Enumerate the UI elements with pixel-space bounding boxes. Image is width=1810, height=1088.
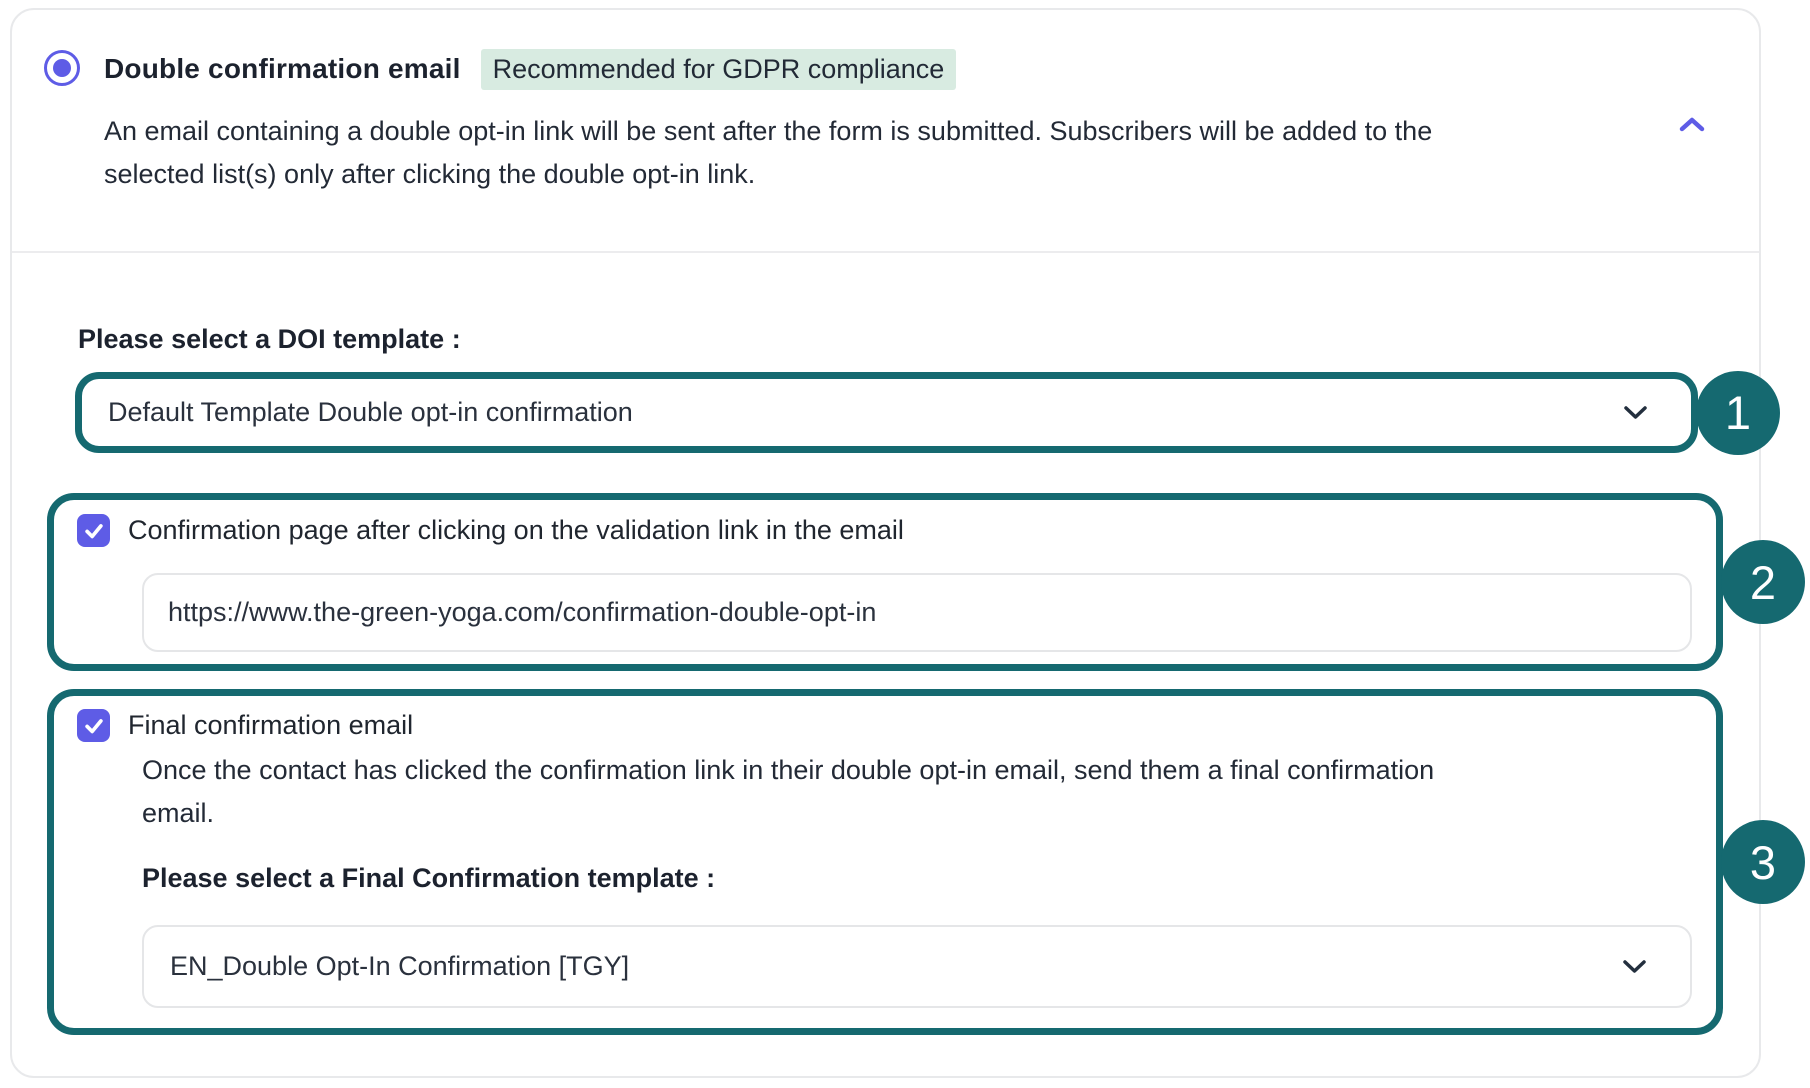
final-template-selected-value: EN_Double Opt-In Confirmation [TGY]: [170, 951, 630, 981]
collapse-section-button[interactable]: [1675, 112, 1709, 138]
final-template-select-wrap: [142, 925, 1692, 1008]
final-template-label: Please select a Final Confirmation template :: [142, 863, 716, 893]
annotated-region-confirmation-page: [47, 493, 1777, 671]
radio-option-label: Double confirmation email: [104, 53, 461, 84]
doi-template-selected-value: Default Template Double opt-in confirmation: [108, 397, 633, 427]
radio-selected-dot: [53, 59, 71, 77]
final-confirmation-checkbox-label[interactable]: Final confirmation email: [128, 710, 414, 740]
confirmation-url-input[interactable]: [142, 573, 1692, 652]
settings-card: [10, 8, 1777, 1078]
confirmation-page-check-row: [77, 514, 904, 547]
chevron-down-icon: [1622, 404, 1649, 421]
checkmark-icon: [83, 715, 105, 737]
final-template-select[interactable]: [144, 927, 1690, 1006]
checkmark-icon: [83, 520, 105, 542]
confirmation-page-checkbox-label[interactable]: Confirmation page after clicking on the validation link in the email: [128, 515, 904, 545]
section-divider: [12, 251, 1759, 253]
double-confirmation-radio[interactable]: [44, 50, 80, 86]
chevron-up-icon: [1677, 115, 1707, 135]
annotation-badge-2: 2: [1721, 540, 1805, 624]
option-description: An email containing a double opt-in link will be sent after the form is submitted. Subscribers will be added to the selected list(s) only after clicking the double opt-in link.: [104, 116, 1433, 189]
doi-template-select[interactable]: [82, 379, 1691, 446]
confirmation-page-checkbox[interactable]: [77, 514, 110, 547]
annotation-badge-3: 3: [1721, 820, 1805, 904]
annotated-region-final-confirmation: [47, 689, 1777, 1035]
final-confirmation-description: Once the contact has clicked the confirmation link in their double opt-in email, send them a final confirmation email.: [142, 755, 1435, 828]
gdpr-compliance-badge: Recommended for GDPR compliance: [481, 49, 957, 90]
final-confirmation-check-row: [77, 709, 413, 742]
annotation-badge-1: 1: [1696, 371, 1780, 455]
doi-template-label: Please select a DOI template :: [78, 324, 461, 354]
final-confirmation-checkbox[interactable]: [77, 709, 110, 742]
chevron-down-icon: [1621, 958, 1648, 975]
annotated-region-doi-template: [75, 372, 1752, 453]
header-title-row: [104, 48, 956, 90]
